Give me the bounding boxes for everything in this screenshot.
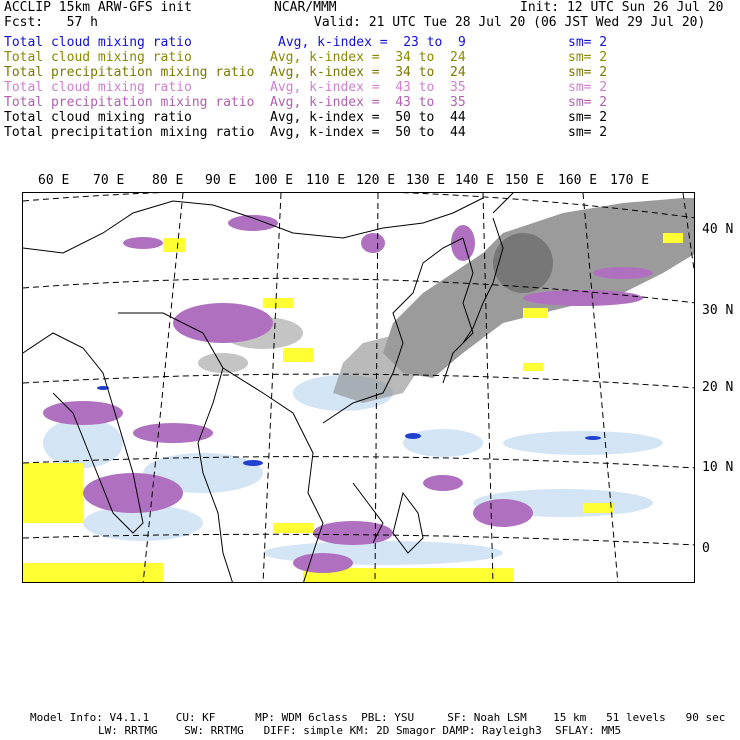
field-name: Total precipitation mixing ratio (4, 125, 255, 140)
field-sm: sm= 2 (568, 65, 608, 80)
field-name: Total cloud mixing ratio (4, 50, 192, 65)
longitude-label: 130 E (406, 173, 446, 188)
longitude-label: 100 E (254, 173, 294, 188)
longitude-label: 150 E (505, 173, 545, 188)
longitude-label: 60 E (38, 173, 70, 188)
field-sm: sm= 2 (568, 125, 608, 140)
init-time: Init: 12 UTC Sun 26 Jul 20 (520, 0, 724, 15)
field-sm: sm= 2 (568, 110, 608, 125)
model-info-line1: Model Info: V4.1.1 CU: KF MP: WDM 6class PBL: YSU SF: Noah LSM 15 km 51 levels 90 sec (30, 711, 726, 724)
field-name: Total cloud mixing ratio (4, 35, 192, 50)
field-name: Total cloud mixing ratio (4, 80, 192, 95)
org-label: NCAR/MMM (274, 0, 337, 15)
field-name: Total precipitation mixing ratio (4, 95, 255, 110)
field-avg: Avg, k-index = 34 to 24 (270, 65, 466, 80)
longitude-label: 80 E (152, 173, 184, 188)
field-avg: Avg, k-index = 23 to 9 (278, 35, 466, 50)
field-name: Total precipitation mixing ratio (4, 65, 255, 80)
latitude-label: 20 N (702, 380, 734, 395)
forecast-hour: Fcst: 57 h (4, 15, 98, 30)
field-avg: Avg, k-index = 43 to 35 (270, 95, 466, 110)
valid-time: Valid: 21 UTC Tue 28 Jul 20 (06 JST Wed 29 Jul 20) (314, 15, 706, 30)
map-panel (22, 192, 695, 583)
field-avg: Avg, k-index = 43 to 35 (270, 80, 466, 95)
longitude-label: 120 E (356, 173, 396, 188)
longitude-label: 90 E (205, 173, 237, 188)
map-svg (23, 193, 695, 583)
field-avg: Avg, k-index = 34 to 24 (270, 50, 466, 65)
latitude-label: 30 N (702, 303, 734, 318)
longitude-label: 70 E (93, 173, 125, 188)
longitude-label: 170 E (610, 173, 650, 188)
field-avg: Avg, k-index = 50 to 44 (270, 110, 466, 125)
field-sm: sm= 2 (568, 80, 608, 95)
model-title: ACCLIP 15km ARW-GFS init (4, 0, 192, 15)
field-avg: Avg, k-index = 50 to 44 (270, 125, 466, 140)
longitude-label: 110 E (306, 173, 346, 188)
longitude-label: 160 E (558, 173, 598, 188)
latitude-label: 0 (702, 541, 710, 556)
latitude-label: 40 N (702, 222, 734, 237)
latitude-label: 10 N (702, 460, 734, 475)
longitude-label: 140 E (455, 173, 495, 188)
field-name: Total cloud mixing ratio (4, 110, 192, 125)
field-sm: sm= 2 (568, 50, 608, 65)
model-info-line2: LW: RRTMG SW: RRTMG DIFF: simple KM: 2D Smagor DAMP: Rayleigh3 SFLAY: MM5 (98, 724, 622, 737)
field-sm: sm= 2 (568, 35, 608, 50)
field-sm: sm= 2 (568, 95, 608, 110)
